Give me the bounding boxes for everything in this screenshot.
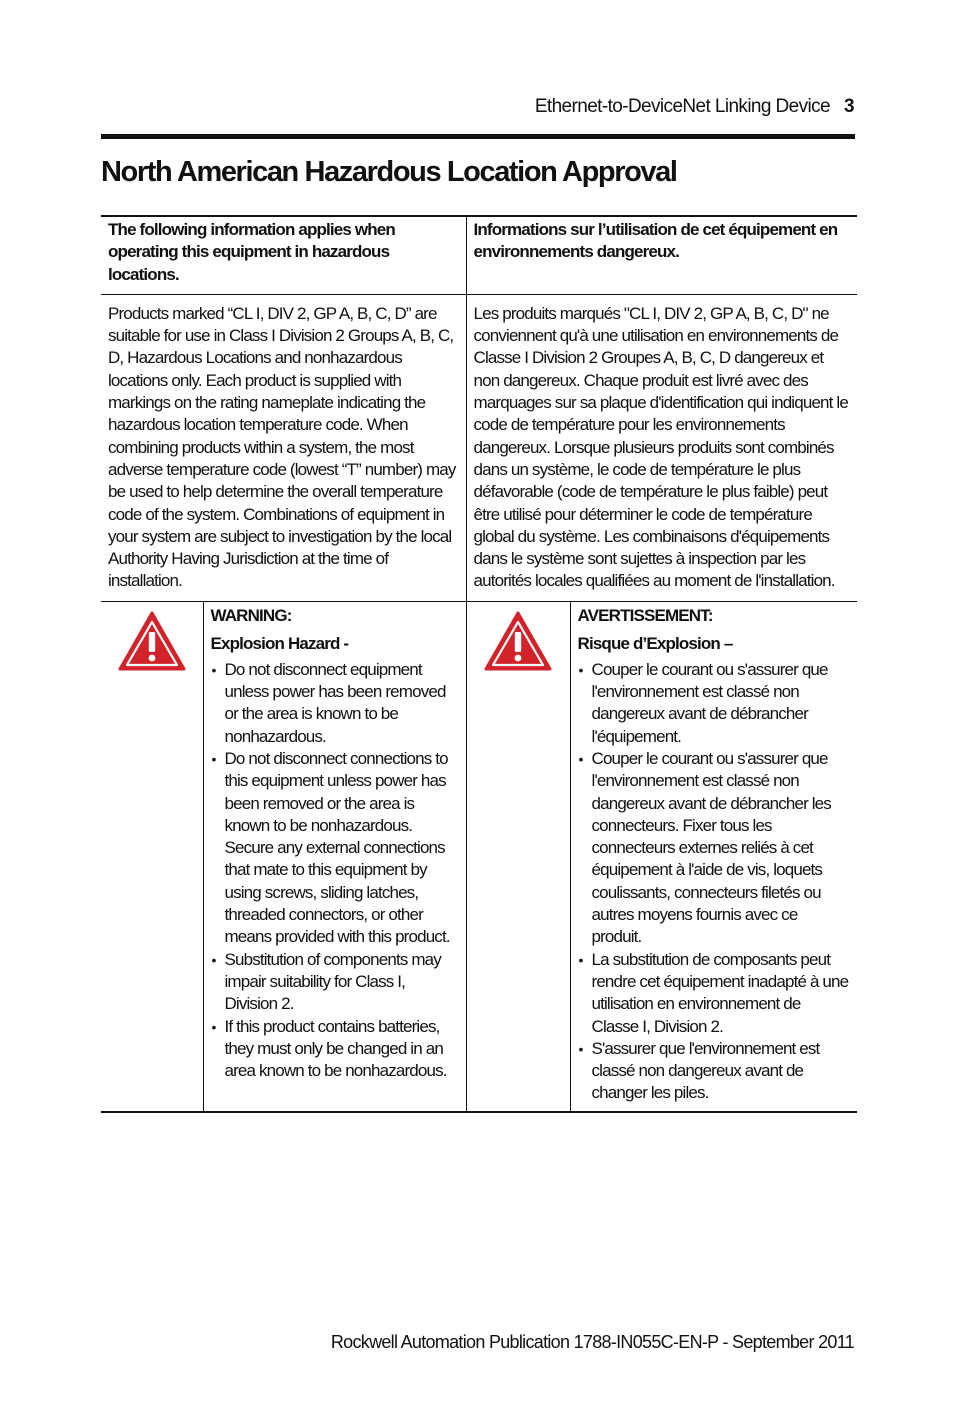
- list-item: • Couper le courant ou s'assurer que l'environnement est classé non dangereux avant de débrancher l'équipement.: [578, 659, 851, 748]
- english-hazard-label: Explosion Hazard -: [210, 633, 349, 653]
- list-item: • S'assurer que l'environnement est classé non dangereux avant de changer les piles.: [578, 1038, 851, 1105]
- french-heading: Informations sur l’utilisation de cet équipement en environnements dangereux.: [466, 216, 857, 294]
- french-warning-list: [578, 659, 851, 1105]
- list-item: • Substitution of components may impair suitability for Class I, Division 2.: [211, 949, 459, 1016]
- french-warning-text: [570, 601, 857, 1111]
- french-warning-label: AVERTISSEMENT:: [577, 605, 713, 625]
- english-body: Products marked “CL I, DIV 2, GP A, B, C, D” are suitable for use in Class I Division 2 Groups A, B, C, D, Hazardous Locations and nonhazardous locations only. Each product is supplied with markings on the rating nameplate indicating the hazardous location temperature code. When combining products within a system, the most adverse temperature code (lowest “T” number) may be used to help determine the overall temperature code of the system. Combinations of equipment in your system are subject to investigation by the local Authority Having Jurisdiction at the time of installation.: [101, 294, 466, 601]
- hazardous-location-table: [101, 215, 857, 1113]
- french-body: Les produits marqués "CL I, DIV 2, GP A, B, C, D" ne conviennent qu'à une utilisation en environnements de Classe I Division 2 Groupes A, B, C, D dangereux et non dangereux. Chaque produit est livré avec des marquages sur sa plaque d'identification qui indiquent le code de température pour les environnements dangereux. Lorsque plusieurs produits sont combinés dans un système, le code de température le plus défavorable (code de température le plus faible) peut être utilisé pour déterminer le code de température global du système. Les combinaisons d'équipements dans le système sont sujettes à inspection par les autorités locales qualifiées au moment de l'installation.: [473, 303, 848, 591]
- list-item: • Couper le courant ou s'assurer que l'environnement est classé non dangereux avant de débrancher les connecteurs. Fixer tous les connecteurs externes reliés à cet équipement à l'aide de vis, loquets coulissants, connecteurs filetés ou autres moyens fournis avec ce produit.: [578, 748, 851, 949]
- warning-triangle-icon: [118, 610, 186, 672]
- list-item: • La substitution de composants peut rendre cet équipement inadapté à une utilisation en environnement de Classe I, Division 2.: [578, 949, 851, 1038]
- french-warning-icon-cell: [466, 601, 570, 1111]
- page-number: 3: [844, 96, 854, 117]
- table-body-row: [101, 294, 857, 601]
- header-title: Ethernet-to-DeviceNet Linking Device: [534, 96, 831, 117]
- english-warning-list: [211, 659, 459, 1083]
- french-hazard-label: Risque d’Explosion –: [577, 633, 733, 653]
- list-item: • Do not disconnect connections to this equipment unless power has been removed or the area is known to be nonhazardous. Secure any external connections that mate to this equipment by using screws, sliding latches, threaded connectors, or other means provided with this product.: [211, 748, 459, 949]
- english-warning-text: [203, 601, 466, 1111]
- header-rule: [101, 134, 855, 139]
- english-heading: The following information applies when operating this equipment in hazardous locations.: [101, 216, 466, 294]
- english-warning-label: WARNING:: [210, 605, 292, 625]
- table-header-row: [101, 216, 857, 294]
- running-header: [102, 96, 854, 118]
- list-item: • Do not disconnect equipment unless power has been removed or the area is known to be nonhazardous.: [211, 659, 459, 748]
- section-title: North American Hazardous Location Approval: [101, 156, 677, 188]
- publication-footer: Rockwell Automation Publication 1788-IN055C-EN-P - September 2011: [330, 1332, 854, 1352]
- list-item: • If this product contains batteries, they must only be changed in an area known to be nonhazardous.: [211, 1016, 459, 1083]
- english-warning-icon-cell: [101, 601, 203, 1111]
- warning-row: [101, 601, 857, 1111]
- warning-triangle-icon: [484, 610, 552, 672]
